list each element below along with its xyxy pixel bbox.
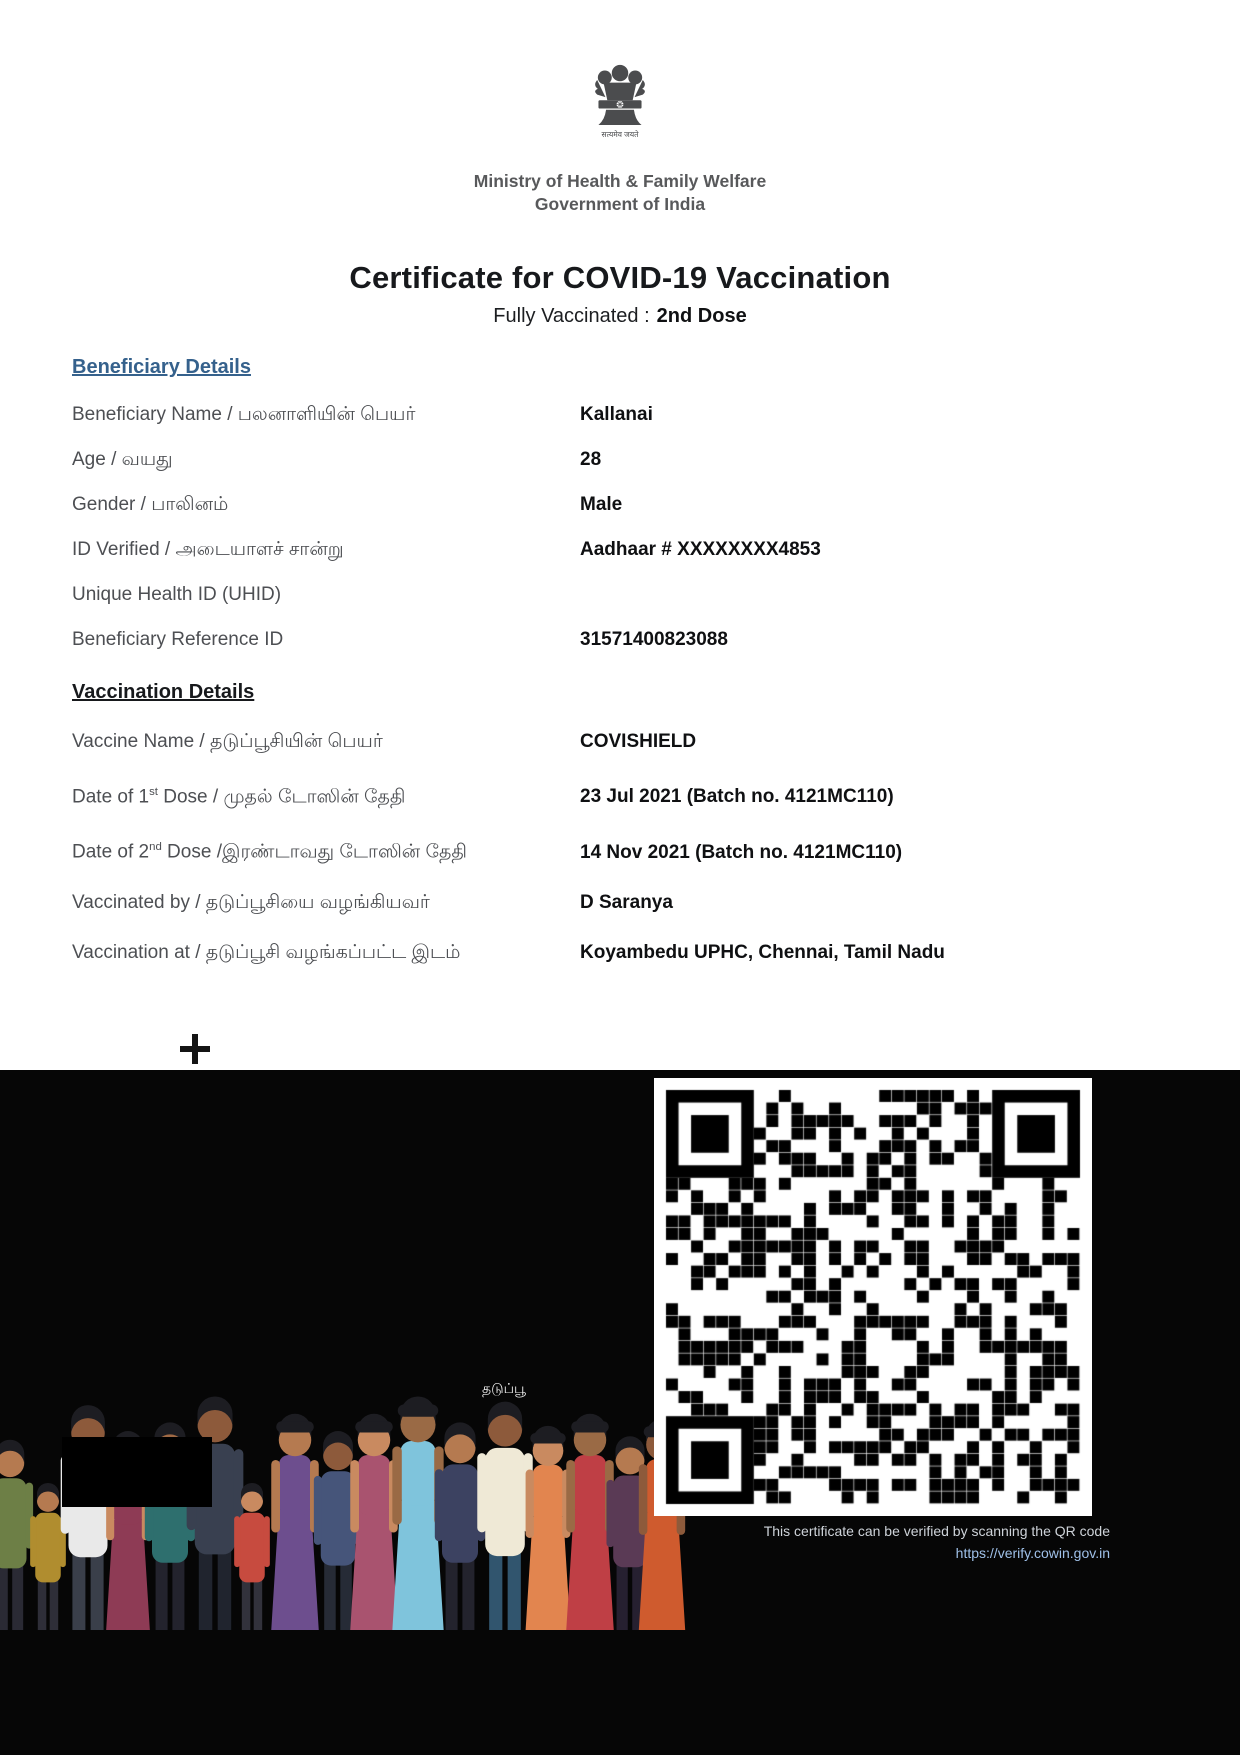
- field-label: Age / வயது: [72, 449, 173, 470]
- detail-row: [72, 779, 1168, 810]
- field-label: ID Verified / அடையாளச் சான்று: [72, 539, 344, 560]
- certificate-title: Certificate for COVID-19 Vaccination: [349, 260, 891, 295]
- redaction-box: [62, 1437, 212, 1507]
- person-figure: [350, 1414, 398, 1630]
- field-value: 14 Nov 2021 (Batch no. 4121MC110): [580, 841, 903, 863]
- ministry-name: Ministry of Health & Family Welfare: [473, 171, 767, 191]
- field-label: Gender / பாலினம்: [72, 494, 229, 515]
- beneficiary-rows: [72, 402, 1168, 653]
- field-label: Date of 1st Dose / முதல் டோஸின் தேதி: [72, 786, 406, 808]
- field-value: 28: [580, 449, 602, 470]
- person-figure: [0, 1440, 33, 1630]
- field-label: Beneficiary Reference ID: [72, 629, 284, 650]
- field-value: Kallanai: [580, 404, 653, 425]
- illustration-sign-text: தடுப்பூ: [482, 1380, 526, 1396]
- government-name: Government of India: [534, 194, 706, 214]
- verify-instruction: This certificate can be verified by scanning the QR code: [763, 1523, 1110, 1539]
- vaccination-rows: [72, 729, 1168, 966]
- field-value: COVISHIELD: [580, 731, 697, 752]
- field-label: Unique Health ID (UHID): [72, 584, 282, 605]
- field-value: Aadhaar # XXXXXXXX4853: [580, 539, 821, 560]
- plus-decoration-icon: [180, 1034, 210, 1064]
- detail-row: [72, 940, 1168, 966]
- person-figure: [187, 1396, 244, 1630]
- details-section: [0, 354, 1240, 966]
- status-label: Fully Vaccinated :: [493, 305, 650, 327]
- certificate-header: [0, 0, 1240, 216]
- field-value: Koyambedu UPHC, Chennai, Tamil Nadu: [580, 941, 945, 963]
- field-value: D Saranya: [580, 891, 673, 913]
- detail-row: [72, 834, 1168, 865]
- india-emblem-icon: [582, 52, 658, 160]
- person-figure: [477, 1402, 532, 1630]
- field-label: Vaccinated by / தடுப்பூசியை வழங்கியவர்: [72, 891, 430, 913]
- field-value: 31571400823088: [580, 629, 728, 650]
- qr-code-canvas: [654, 1078, 1092, 1516]
- detail-row: [72, 447, 1168, 473]
- ministry-block: [0, 170, 1240, 216]
- footer-banner: [0, 1070, 1240, 1755]
- detail-row: [72, 492, 1168, 518]
- field-label: Vaccination at / தடுப்பூசி வழங்கப்பட்ட இடம்: [72, 941, 461, 963]
- status-dose: 2nd Dose: [656, 305, 747, 327]
- detail-row: [72, 537, 1168, 563]
- detail-row: [72, 582, 1168, 608]
- emblem-motto: सत्यमेव जयते: [601, 130, 639, 140]
- person-figure: [271, 1414, 319, 1630]
- field-label: Vaccine Name / தடுப்பூசியின் பெயர்: [72, 731, 383, 752]
- detail-row: [72, 729, 1168, 755]
- qr-code: [654, 1078, 1092, 1516]
- detail-row: [72, 627, 1168, 653]
- verify-block: [764, 1520, 1110, 1564]
- vaccination-status-line: [0, 304, 1240, 328]
- verify-url: https://verify.cowin.gov.in: [955, 1545, 1110, 1561]
- detail-row: [72, 890, 1168, 916]
- field-value: 23 Jul 2021 (Batch no. 4121MC110): [580, 786, 894, 808]
- vaccination-details-heading: Vaccination Details: [72, 681, 255, 703]
- person-figure: [30, 1483, 66, 1630]
- field-label: Beneficiary Name / பலனாளியின் பெயர்: [72, 404, 416, 425]
- field-label: Date of 2nd Dose /இரண்டாவது டோஸின் தேதி: [72, 841, 467, 863]
- field-value: Male: [580, 494, 623, 515]
- detail-row: [72, 402, 1168, 428]
- beneficiary-details-heading: Beneficiary Details: [72, 356, 251, 378]
